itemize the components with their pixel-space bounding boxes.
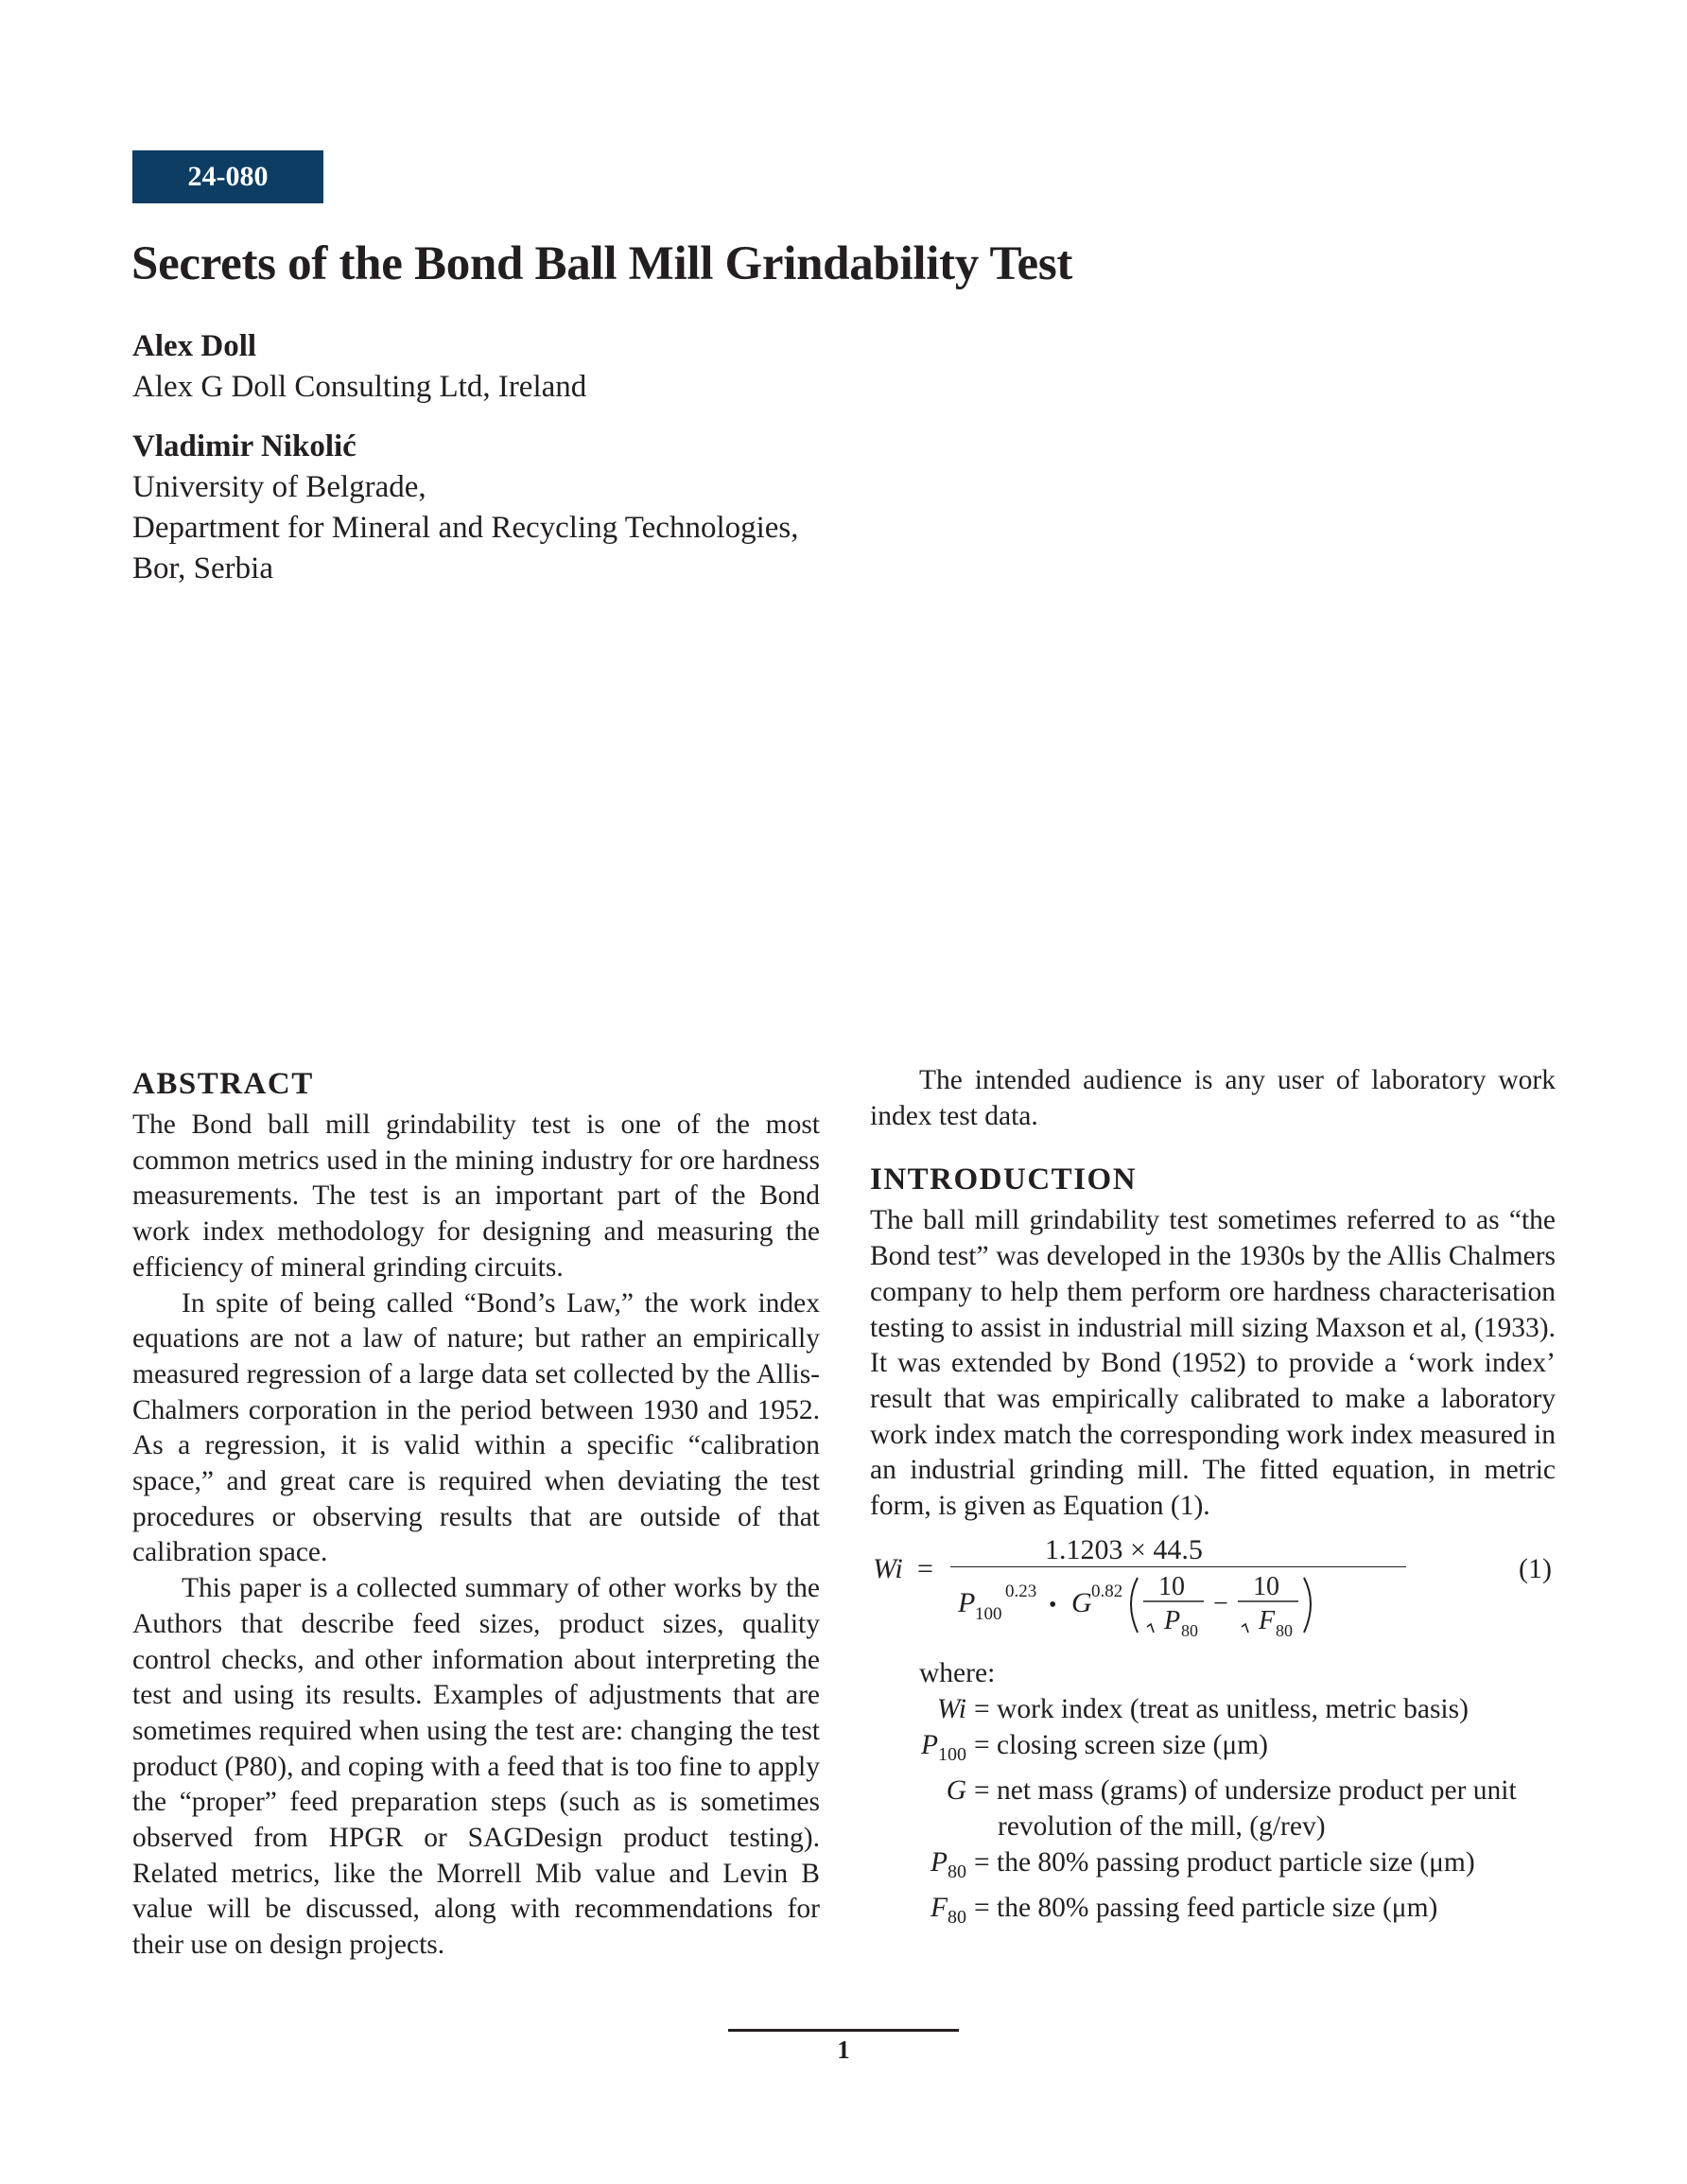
symbol-text: G (946, 1774, 966, 1806)
definition-symbol (870, 1727, 966, 1773)
ten-numerator-1: 10 (1158, 1571, 1185, 1601)
f80-symbol: F (1259, 1605, 1276, 1635)
left-paren (1131, 1578, 1138, 1633)
footer-rule (728, 2029, 959, 2032)
symbol-text: P (930, 1846, 948, 1878)
definition-row (870, 1773, 1556, 1844)
author-block (132, 326, 799, 608)
author-affiliation: Bor, Serbia (132, 551, 273, 585)
equation-equals: = (917, 1552, 933, 1584)
definition-line: = net mass (grams) of undersize product per unit (974, 1774, 1517, 1806)
definition-row (870, 1727, 1556, 1773)
sqrt-sign-1 (1147, 1624, 1154, 1633)
abstract-paragraph: This paper is a collected summary of other works by the Authors that describe feed sizes, product sizes, quality control checks, and other information about interpreting the test and using its results. Examples of adjustments that are sometimes required when using the test are: changing the test product (P80), and coping with a feed that is too fine to apply the “proper” feed preparation steps (such as is sometimes observed from HPGR or SAGDesign product testing). Related metrics, like the Morrell Mib value and Levin B value will be discussed, along with recommendations for their use on design projects. (132, 1573, 820, 1961)
definition-row (870, 1691, 1556, 1727)
p80-subscript: 80 (1181, 1620, 1198, 1640)
right-paren (1304, 1578, 1311, 1633)
symbol-subscript: 100 (938, 1743, 966, 1765)
abstract-paragraph: The intended audience is any user of laboratory work index test data. (870, 1065, 1556, 1131)
equation-lhs: Wi (873, 1552, 903, 1584)
definition-symbol (870, 1890, 966, 1935)
paper-number-badge: 24-080 (132, 150, 323, 203)
definition-text: = work index (treat as unitless, metric basis) (974, 1693, 1469, 1724)
abstract-paragraph: In spite of being called “Bond’s Law,” the work index equations are not a law of nature; but rather an empirically measured regression of a large data set collected by the Allis- Chalmers corporation in the period between 1930 and 1952. As a regression, it is valid within a specific “calibration space,” and great care is required when deviating the test procedures or observing results that are outside of that calibration space. (132, 1287, 820, 1568)
multiply-dot: • (1049, 1592, 1057, 1617)
where-label: where: (919, 1657, 996, 1688)
symbol-text: Wi (936, 1693, 966, 1724)
definition-text: = the 80% passing feed particle size (μm) (974, 1892, 1438, 1923)
definition-row (870, 1844, 1556, 1890)
right-column (870, 1063, 1556, 1934)
p100-symbol: P (958, 1586, 976, 1618)
abstract-heading: ABSTRACT (132, 1067, 314, 1101)
author-name: Alex Doll (132, 329, 257, 363)
definition-text (966, 1773, 1517, 1844)
p80-symbol: P (1164, 1605, 1181, 1635)
equation-numerator: 1.1203 × 44.5 (1045, 1533, 1203, 1565)
page-number: 1 (837, 2035, 850, 2064)
p100-exponent: 0.23 (1005, 1581, 1037, 1601)
paper-title: Secrets of the Bond Ball Mill Grindability Test (131, 237, 1073, 290)
introduction-heading: INTRODUCTION (870, 1162, 1138, 1197)
author-affiliation: University of Belgrade, (132, 470, 426, 504)
equation-1 (870, 1533, 1556, 1644)
minus-sign: − (1213, 1588, 1228, 1618)
author-affiliation: Department for Mineral and Recycling Technologies, (132, 511, 799, 545)
definition-continuation: revolution of the mill, (g/rev) (998, 1810, 1326, 1842)
variable-definitions (870, 1655, 1556, 1935)
symbol-subscript: 80 (948, 1906, 966, 1928)
sqrt-sign-2 (1242, 1624, 1248, 1633)
ten-numerator-2: 10 (1253, 1571, 1279, 1601)
author-1 (132, 326, 799, 408)
f80-subscript: 80 (1276, 1620, 1293, 1640)
abstract-paragraph: The Bond ball mill grindability test is one of the most common metrics used in the mining industry for ore hardness measurements. The test is an important part of the Bond work index methodology for designing and measuring the efficiency of mineral grinding circuits. (132, 1109, 820, 1283)
symbol-text: P (920, 1729, 938, 1760)
symbol-subscript: 80 (948, 1861, 966, 1882)
fraction-bar (950, 1566, 1406, 1568)
definition-row (870, 1890, 1556, 1935)
author-2 (132, 427, 799, 589)
introduction-paragraph: The ball mill grindability test sometimes referred to as “the Bond test” was developed in the 1930s by the Allis Chalmers company to help them perform ore hardness characterisation testing to assist in industrial mill sizing Maxson et al, (1933). It was extended by Bond (1952) to provide a ‘work index’ result that was empirically calibrated to make a laboratory work index match the corresponding work index measured in an industrial grinding mill. The fitted equation, in metric form, is given as Equation (1). (870, 1205, 1556, 1522)
equation-denominator (950, 1572, 1406, 1640)
equation-number: (1) (1519, 1552, 1552, 1584)
definition-symbol (870, 1691, 966, 1727)
definition-symbol (870, 1844, 966, 1890)
author-name: Vladimir Nikolić (132, 429, 357, 463)
g-symbol: G (1071, 1586, 1092, 1618)
definition-text: = the 80% passing product particle size (μm) (974, 1846, 1475, 1878)
p100-subscript: 100 (975, 1603, 1002, 1624)
definition-symbol (870, 1773, 966, 1808)
symbol-text: F (930, 1892, 948, 1923)
definition-text: = closing screen size (μm) (974, 1729, 1268, 1760)
author-affiliation: Alex G Doll Consulting Ltd, Ireland (132, 370, 587, 404)
g-exponent: 0.82 (1091, 1581, 1123, 1601)
left-column (132, 1063, 820, 1964)
